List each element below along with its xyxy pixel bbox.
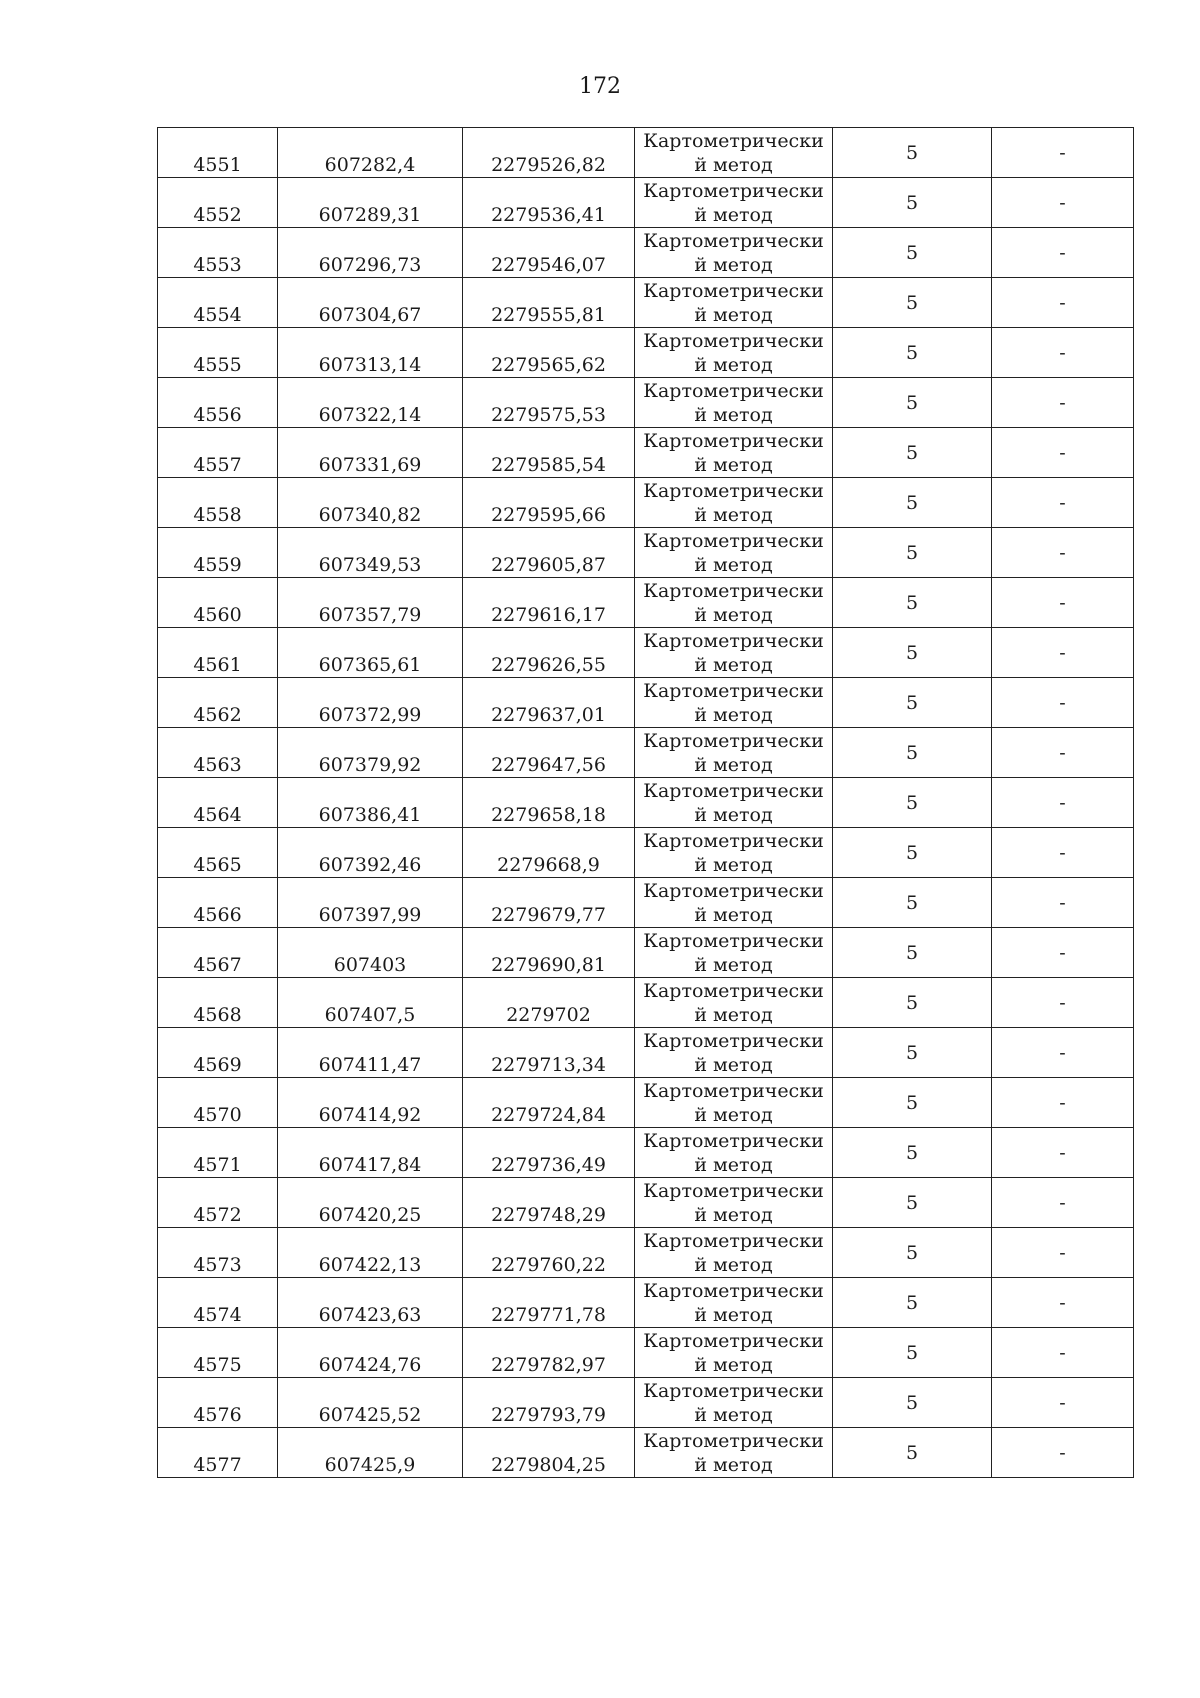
- y-coordinate-cell: 2279782,97: [463, 1328, 635, 1378]
- x-coordinate-cell: 607372,99: [278, 678, 463, 728]
- table-row: [158, 228, 1134, 278]
- table-row: [158, 278, 1134, 328]
- method-cell: Картометрически й метод: [635, 1228, 833, 1278]
- x-coordinate-cell: 607296,73: [278, 228, 463, 278]
- accuracy-cell: 5: [833, 778, 992, 828]
- table-row: [158, 828, 1134, 878]
- accuracy-cell: 5: [833, 428, 992, 478]
- note-cell: -: [992, 578, 1134, 628]
- note-cell: -: [992, 328, 1134, 378]
- y-coordinate-cell: 2279546,07: [463, 228, 635, 278]
- note-cell: -: [992, 128, 1134, 178]
- x-coordinate-cell: 607397,99: [278, 878, 463, 928]
- x-coordinate-cell: 607420,25: [278, 1178, 463, 1228]
- table-row: [158, 328, 1134, 378]
- accuracy-cell: 5: [833, 928, 992, 978]
- note-cell: -: [992, 778, 1134, 828]
- coordinates-table: [157, 127, 1134, 1478]
- point-number-cell: 4552: [158, 178, 278, 228]
- note-cell: -: [992, 1128, 1134, 1178]
- note-cell: -: [992, 528, 1134, 578]
- accuracy-cell: 5: [833, 1128, 992, 1178]
- x-coordinate-cell: 607392,46: [278, 828, 463, 878]
- table-row: [158, 378, 1134, 428]
- accuracy-cell: 5: [833, 1028, 992, 1078]
- y-coordinate-cell: 2279575,53: [463, 378, 635, 428]
- table-row: [158, 478, 1134, 528]
- x-coordinate-cell: 607379,92: [278, 728, 463, 778]
- x-coordinate-cell: 607304,67: [278, 278, 463, 328]
- y-coordinate-cell: 2279690,81: [463, 928, 635, 978]
- accuracy-cell: 5: [833, 528, 992, 578]
- table-row: [158, 1078, 1134, 1128]
- note-cell: -: [992, 428, 1134, 478]
- accuracy-cell: 5: [833, 378, 992, 428]
- table-row: [158, 1378, 1134, 1428]
- accuracy-cell: 5: [833, 478, 992, 528]
- method-cell: Картометрически й метод: [635, 628, 833, 678]
- y-coordinate-cell: 2279658,18: [463, 778, 635, 828]
- y-coordinate-cell: 2279748,29: [463, 1178, 635, 1228]
- x-coordinate-cell: 607425,52: [278, 1378, 463, 1428]
- table-row: [158, 178, 1134, 228]
- method-cell: Картометрически й метод: [635, 528, 833, 578]
- table-row: [158, 1178, 1134, 1228]
- point-number-cell: 4551: [158, 128, 278, 178]
- table-row: [158, 528, 1134, 578]
- y-coordinate-cell: 2279713,34: [463, 1028, 635, 1078]
- note-cell: -: [992, 378, 1134, 428]
- note-cell: -: [992, 678, 1134, 728]
- accuracy-cell: 5: [833, 628, 992, 678]
- point-number-cell: 4556: [158, 378, 278, 428]
- table-row: [158, 778, 1134, 828]
- y-coordinate-cell: 2279616,17: [463, 578, 635, 628]
- method-cell: Картометрически й метод: [635, 1128, 833, 1178]
- table-row: [158, 578, 1134, 628]
- y-coordinate-cell: 2279626,55: [463, 628, 635, 678]
- point-number-cell: 4557: [158, 428, 278, 478]
- note-cell: -: [992, 1078, 1134, 1128]
- point-number-cell: 4569: [158, 1028, 278, 1078]
- accuracy-cell: 5: [833, 278, 992, 328]
- y-coordinate-cell: 2279760,22: [463, 1228, 635, 1278]
- accuracy-cell: 5: [833, 228, 992, 278]
- point-number-cell: 4555: [158, 328, 278, 378]
- y-coordinate-cell: 2279736,49: [463, 1128, 635, 1178]
- method-cell: Картометрически й метод: [635, 1428, 833, 1478]
- x-coordinate-cell: 607411,47: [278, 1028, 463, 1078]
- y-coordinate-cell: 2279555,81: [463, 278, 635, 328]
- method-cell: Картометрически й метод: [635, 1078, 833, 1128]
- x-coordinate-cell: 607313,14: [278, 328, 463, 378]
- point-number-cell: 4561: [158, 628, 278, 678]
- x-coordinate-cell: 607349,53: [278, 528, 463, 578]
- table-row: [158, 1428, 1134, 1478]
- note-cell: -: [992, 728, 1134, 778]
- table-row: [158, 878, 1134, 928]
- x-coordinate-cell: 607424,76: [278, 1328, 463, 1378]
- note-cell: -: [992, 278, 1134, 328]
- x-coordinate-cell: 607340,82: [278, 478, 463, 528]
- x-coordinate-cell: 607289,31: [278, 178, 463, 228]
- table-row: [158, 128, 1134, 178]
- point-number-cell: 4570: [158, 1078, 278, 1128]
- method-cell: Картометрически й метод: [635, 228, 833, 278]
- x-coordinate-cell: 607365,61: [278, 628, 463, 678]
- table-row: [158, 1028, 1134, 1078]
- point-number-cell: 4571: [158, 1128, 278, 1178]
- x-coordinate-cell: 607422,13: [278, 1228, 463, 1278]
- method-cell: Картометрически й метод: [635, 978, 833, 1028]
- x-coordinate-cell: 607425,9: [278, 1428, 463, 1478]
- method-cell: Картометрически й метод: [635, 278, 833, 328]
- page-number: 172: [579, 74, 621, 99]
- x-coordinate-cell: 607403: [278, 928, 463, 978]
- method-cell: Картометрически й метод: [635, 1328, 833, 1378]
- x-coordinate-cell: 607407,5: [278, 978, 463, 1028]
- note-cell: -: [992, 478, 1134, 528]
- accuracy-cell: 5: [833, 978, 992, 1028]
- method-cell: Картометрически й метод: [635, 378, 833, 428]
- y-coordinate-cell: 2279585,54: [463, 428, 635, 478]
- accuracy-cell: 5: [833, 728, 992, 778]
- y-coordinate-cell: 2279702: [463, 978, 635, 1028]
- method-cell: Картометрически й метод: [635, 1178, 833, 1228]
- table-row: [158, 728, 1134, 778]
- table-row: [158, 978, 1134, 1028]
- accuracy-cell: 5: [833, 128, 992, 178]
- note-cell: -: [992, 1378, 1134, 1428]
- point-number-cell: 4566: [158, 878, 278, 928]
- point-number-cell: 4560: [158, 578, 278, 628]
- method-cell: Картометрически й метод: [635, 728, 833, 778]
- accuracy-cell: 5: [833, 1278, 992, 1328]
- accuracy-cell: 5: [833, 878, 992, 928]
- table-row: [158, 1328, 1134, 1378]
- point-number-cell: 4553: [158, 228, 278, 278]
- coordinates-table-body: [158, 128, 1134, 1478]
- point-number-cell: 4574: [158, 1278, 278, 1328]
- point-number-cell: 4572: [158, 1178, 278, 1228]
- x-coordinate-cell: 607282,4: [278, 128, 463, 178]
- note-cell: -: [992, 1428, 1134, 1478]
- point-number-cell: 4575: [158, 1328, 278, 1378]
- y-coordinate-cell: 2279771,78: [463, 1278, 635, 1328]
- point-number-cell: 4559: [158, 528, 278, 578]
- note-cell: -: [992, 228, 1134, 278]
- method-cell: Картометрически й метод: [635, 1278, 833, 1328]
- point-number-cell: 4573: [158, 1228, 278, 1278]
- note-cell: -: [992, 928, 1134, 978]
- note-cell: -: [992, 1028, 1134, 1078]
- y-coordinate-cell: 2279793,79: [463, 1378, 635, 1428]
- accuracy-cell: 5: [833, 1428, 992, 1478]
- note-cell: -: [992, 1278, 1134, 1328]
- method-cell: Картометрически й метод: [635, 778, 833, 828]
- y-coordinate-cell: 2279637,01: [463, 678, 635, 728]
- note-cell: -: [992, 1328, 1134, 1378]
- accuracy-cell: 5: [833, 1228, 992, 1278]
- y-coordinate-cell: 2279536,41: [463, 178, 635, 228]
- y-coordinate-cell: 2279679,77: [463, 878, 635, 928]
- table-row: [158, 1278, 1134, 1328]
- x-coordinate-cell: 607386,41: [278, 778, 463, 828]
- accuracy-cell: 5: [833, 1178, 992, 1228]
- table-row: [158, 628, 1134, 678]
- point-number-cell: 4563: [158, 728, 278, 778]
- point-number-cell: 4558: [158, 478, 278, 528]
- table-row: [158, 428, 1134, 478]
- accuracy-cell: 5: [833, 1378, 992, 1428]
- accuracy-cell: 5: [833, 678, 992, 728]
- x-coordinate-cell: 607331,69: [278, 428, 463, 478]
- note-cell: -: [992, 878, 1134, 928]
- method-cell: Картометрически й метод: [635, 1028, 833, 1078]
- method-cell: Картометрически й метод: [635, 828, 833, 878]
- point-number-cell: 4576: [158, 1378, 278, 1428]
- point-number-cell: 4565: [158, 828, 278, 878]
- point-number-cell: 4567: [158, 928, 278, 978]
- note-cell: -: [992, 1228, 1134, 1278]
- method-cell: Картометрически й метод: [635, 478, 833, 528]
- note-cell: -: [992, 978, 1134, 1028]
- note-cell: -: [992, 628, 1134, 678]
- point-number-cell: 4577: [158, 1428, 278, 1478]
- point-number-cell: 4562: [158, 678, 278, 728]
- y-coordinate-cell: 2279605,87: [463, 528, 635, 578]
- y-coordinate-cell: 2279647,56: [463, 728, 635, 778]
- x-coordinate-cell: 607423,63: [278, 1278, 463, 1328]
- note-cell: -: [992, 178, 1134, 228]
- x-coordinate-cell: 607357,79: [278, 578, 463, 628]
- method-cell: Картометрически й метод: [635, 328, 833, 378]
- y-coordinate-cell: 2279724,84: [463, 1078, 635, 1128]
- accuracy-cell: 5: [833, 828, 992, 878]
- y-coordinate-cell: 2279804,25: [463, 1428, 635, 1478]
- method-cell: Картометрически й метод: [635, 428, 833, 478]
- y-coordinate-cell: 2279595,66: [463, 478, 635, 528]
- x-coordinate-cell: 607414,92: [278, 1078, 463, 1128]
- point-number-cell: 4564: [158, 778, 278, 828]
- method-cell: Картометрически й метод: [635, 928, 833, 978]
- method-cell: Картометрически й метод: [635, 578, 833, 628]
- table-row: [158, 1228, 1134, 1278]
- method-cell: Картометрически й метод: [635, 678, 833, 728]
- point-number-cell: 4554: [158, 278, 278, 328]
- method-cell: Картометрически й метод: [635, 178, 833, 228]
- table-row: [158, 1128, 1134, 1178]
- method-cell: Картометрически й метод: [635, 128, 833, 178]
- table-row: [158, 678, 1134, 728]
- accuracy-cell: 5: [833, 328, 992, 378]
- y-coordinate-cell: 2279668,9: [463, 828, 635, 878]
- y-coordinate-cell: 2279565,62: [463, 328, 635, 378]
- note-cell: -: [992, 1178, 1134, 1228]
- accuracy-cell: 5: [833, 1328, 992, 1378]
- x-coordinate-cell: 607322,14: [278, 378, 463, 428]
- accuracy-cell: 5: [833, 1078, 992, 1128]
- accuracy-cell: 5: [833, 578, 992, 628]
- accuracy-cell: 5: [833, 178, 992, 228]
- note-cell: -: [992, 828, 1134, 878]
- point-number-cell: 4568: [158, 978, 278, 1028]
- method-cell: Картометрически й метод: [635, 878, 833, 928]
- x-coordinate-cell: 607417,84: [278, 1128, 463, 1178]
- y-coordinate-cell: 2279526,82: [463, 128, 635, 178]
- method-cell: Картометрически й метод: [635, 1378, 833, 1428]
- table-row: [158, 928, 1134, 978]
